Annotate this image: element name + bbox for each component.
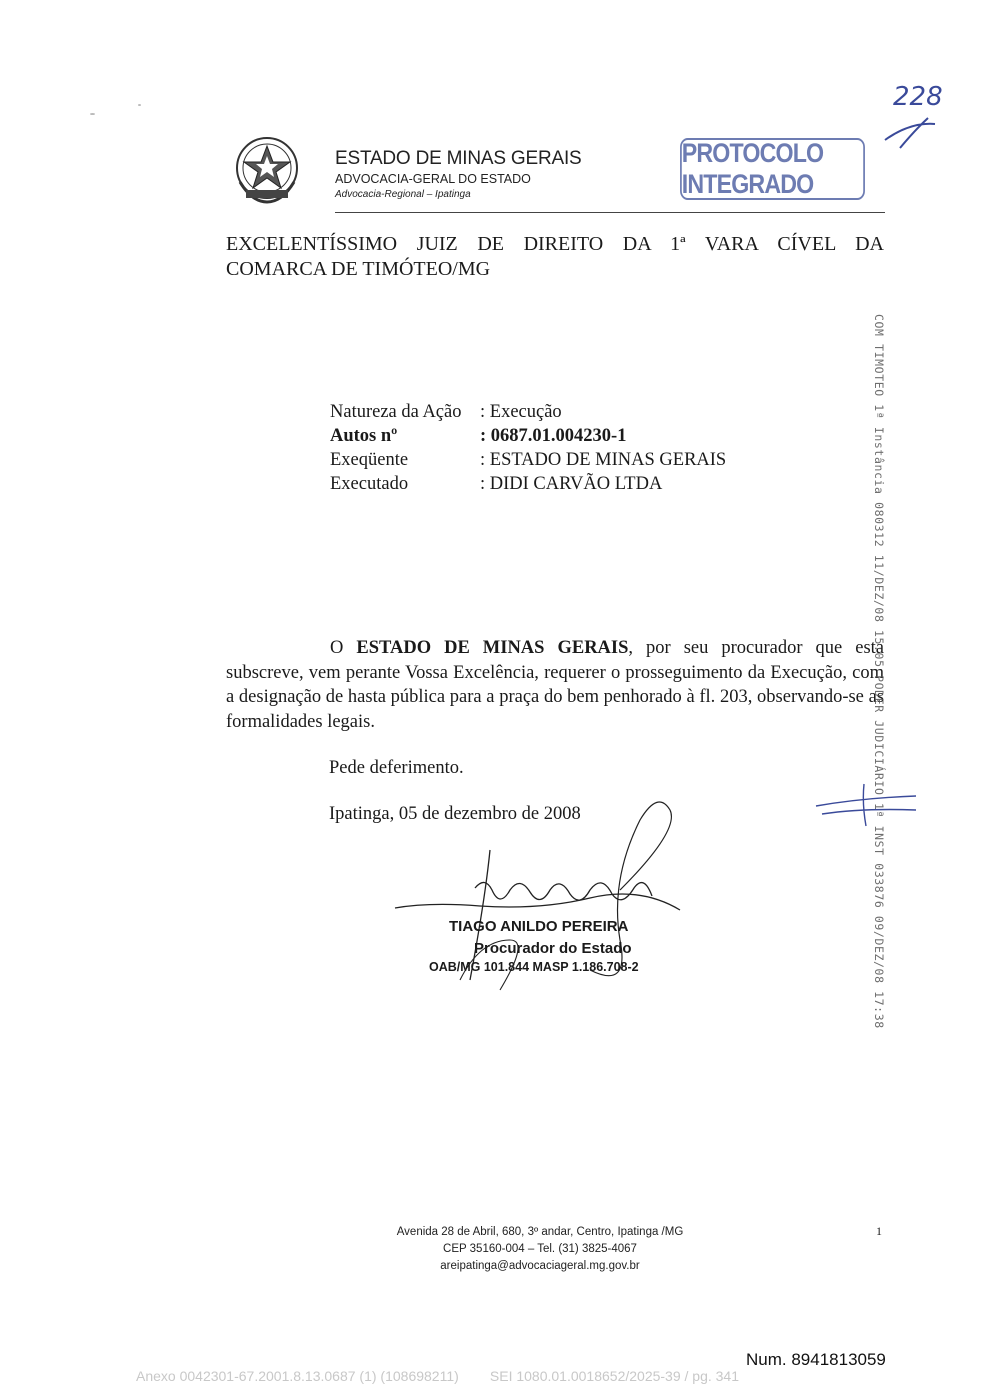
case-value: : ESTADO DE MINAS GERAIS [480, 450, 727, 470]
case-info [330, 400, 726, 496]
case-row [330, 448, 726, 472]
addressee-line-2: COMARCA DE TIMÓTEO/MG [226, 258, 491, 280]
signer-registration: OAB/MG 101.844 MASP 1.186.708-2 [429, 960, 639, 974]
case-row [330, 424, 726, 448]
footer-email: areipatinga@advocaciageral.mg.gov.br [440, 1260, 640, 1272]
case-value: : 0687.01.004230-1 [480, 426, 627, 446]
body-party: ESTADO DE MINAS GERAIS [356, 638, 629, 658]
annex-reference: Anexo 0042301-67.2001.8.13.0687 (1) (108698211) SEI 1080.01.0018652/2025-39 / pg. 341 [136, 1368, 739, 1384]
header-office: Advocacia-Regional – Ipatinga [335, 189, 471, 200]
petition-body [226, 636, 884, 734]
case-label: Executado [330, 474, 409, 494]
case-label: Exeqüente [330, 450, 409, 470]
footer-street: Avenida 28 de Abril, 680, 3º andar, Centro, Ipatinga /MG [396, 1226, 684, 1238]
case-value: : DIDI CARVÃO LTDA [480, 474, 663, 494]
footer-cep: CEP 35160-004 – Tel. (31) 3825-4067 [443, 1243, 637, 1255]
place-date: Ipatinga, 05 de dezembro de 2008 [329, 804, 581, 824]
vertical-protocol-stamp: COM TIMOTEO 1ª Instância 080312 11/DEZ/08 15:05 PODER JUDICIÁRIO 1ª INST 033876 09/DEZ/08 17:38 [872, 314, 886, 1029]
scan-speck [138, 104, 141, 106]
case-label: Autos nº [330, 426, 398, 446]
case-row [330, 472, 726, 496]
signer-role: Procurador do Estado [474, 940, 632, 957]
case-row [330, 400, 726, 424]
header-title: ESTADO DE MINAS GERAIS [335, 148, 582, 169]
protocol-stamp: PROTOCOLO INTEGRADO [680, 138, 865, 200]
body-text: , por seu procurador que esta subscreve, vem perante Vossa Excelência, requerer o prosseguimento da Execução, com a designação de hasta pública para a praça do bem penhorado à fl. 203, observando-se as formalidades legais. [226, 638, 884, 732]
case-value: : Execução [480, 402, 562, 422]
scan-speck [90, 113, 95, 115]
stamp-strike-icon [812, 780, 922, 830]
signer-name: TIAGO ANILDO PEREIRA [449, 918, 629, 935]
header-divider [335, 212, 885, 213]
body-lead: O [330, 638, 357, 658]
closing: Pede deferimento. [329, 758, 464, 778]
footer-address [320, 1224, 760, 1275]
folio-flourish-icon [880, 110, 940, 160]
case-label: Natureza da Ação [330, 402, 462, 422]
addressee-line-1: EXCELENTÍSSIMO JUIZ DE DIREITO DA 1ª VARA CÍVEL DA [226, 233, 884, 255]
header-subtitle: ADVOCACIA-GERAL DO ESTADO [335, 172, 531, 186]
state-crest-icon [232, 132, 302, 208]
document-number: Num. 8941813059 [746, 1350, 886, 1369]
folio-number: 228 [893, 82, 943, 112]
page-number: 1 [876, 1224, 882, 1238]
